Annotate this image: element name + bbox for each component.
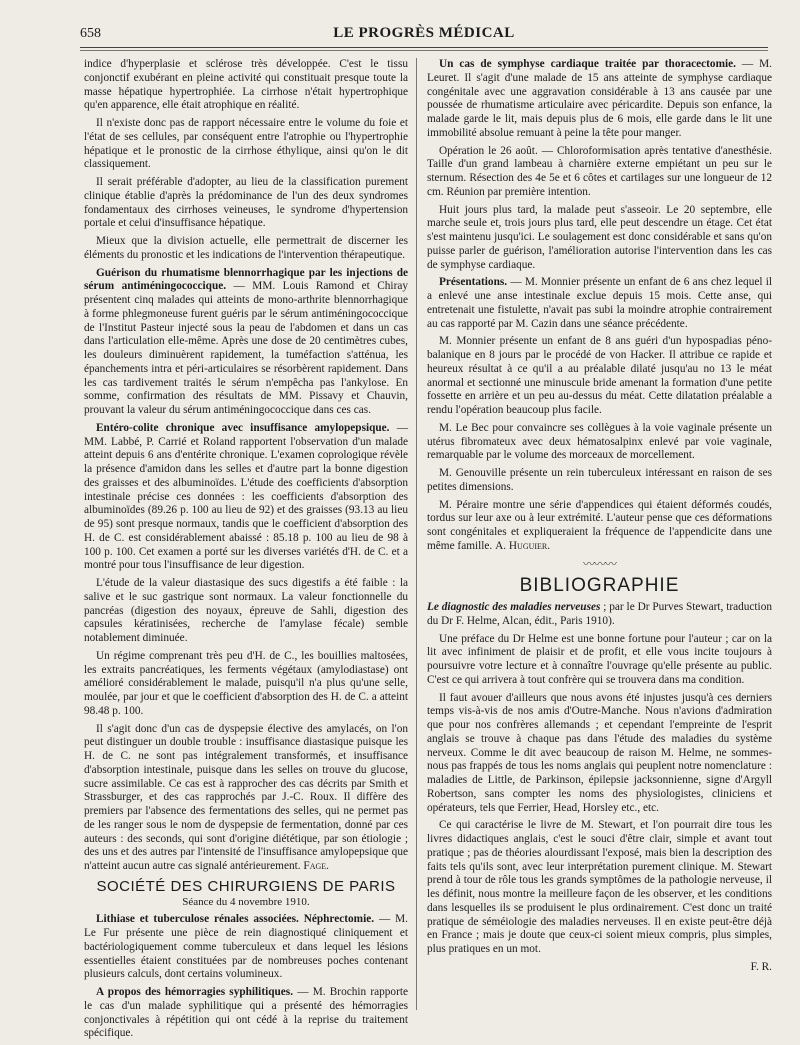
page-header <box>80 24 768 46</box>
paragraph: M. Genouville présente un rein tuberculeux intéressant en raison de ses petites dimensions. <box>427 467 772 493</box>
review-signature: F. R. <box>750 960 772 973</box>
paragraph: M. Le Bec pour convaincre ses collègues à la voie vaginale présente un utérus fibromateux avec deux hématosalpinx enlevé par voie vaginale, remarquable par le volume des morceaux de morcellement. <box>427 421 772 462</box>
paragraph <box>84 986 408 1041</box>
paragraph-heading: Entéro-colite chronique avec insuffisance amylopepsique. <box>96 421 390 434</box>
paragraph-body: — MM. Labbé, P. Carrié et Roland rapportent l'observation d'un malade atteint depuis 6 ans d'entérite chronique. L'examen coprologique révèle la présence d'amidon dans les selles et d'autre part la bonne digestion des graisses et des albuminoïdes. L'étude des coefficients d'absorption intestinale précise ces données : les coefficients d'absorption des albuminoïdes (89.26 p. 100 au lieu de 92) et des graisses (93.13 au lieu de 95) sont presque normaux, tandis que le coefficient d'absorption des H. de C. est considérablement abaissé : 85.18 p. 100 au lieu de 98 à 100 p. 100. Cet examen a porté sur les diverses variétés d'H. de C. et a montré pour tous l'insuffisance de leur digestion. <box>84 421 409 572</box>
paragraph <box>84 267 408 418</box>
paragraph-body: — MM. Louis Ramond et Chiray présentent cinq malades qui atteints de mono-arthrite blennorrhagique à forme phlegmoneuse furent guéris par le sérum antiméningococcique de l'Institut Pasteur injecté sous la peau de l'abdomen et dans un cas dans l'articulation elle-même. Après une dose de 20 centimètres cubes, les douleurs diminuèrent rapidement, la tuméfaction s'atténua, les épanchements intra et péri-articulaires se résorbèrent rapidement. Dans les cas tardivement traités le sérum n'empêcha pas l'ankylose. En somme, confirmation des résultats de MM. Pissavy et Chauvin, prouvant la valeur du sérum antiméningococcique dans ces cas. <box>84 280 408 416</box>
paragraph-heading: A propos des hémorragies syphilitiques. <box>96 986 294 998</box>
paragraph <box>427 499 772 554</box>
header-rule <box>80 47 768 48</box>
paragraph <box>427 276 772 331</box>
paragraph: indice d'hyperplasie et sclérose très développée. C'est le tissu conjonctif exubérant en pleine activité qui constituait presque toute la masse hépatique hypertrophiée. La cirrhose n'était hypertrophique qu'en apparence, elle était atrophique en réalité. <box>84 58 408 112</box>
ornament-divider: 〰〰〰 <box>582 556 616 571</box>
paragraph-body: — M. Le Fur présente une pièce de rein diagnostiqué cliniquement et bactériologiquement comme tuberculeux et dans lequel les lésions essentielles étaient constituées par de nombreuses poches contenant plusieurs calculs, dont certains volumineux. <box>84 913 408 981</box>
paragraph-body: Il s'agit donc d'un cas de dyspepsie élective des amylacés, on l'on peut distinguer un double trouble : insuffisance diastasique puisque les H. de C. ne sont pas intégralement transformés, et insuffisance d'absorption intestinale, puisque dans les selles on trouve du glucose, sucre assimilable. Ce cas est à rapprocher des cas décrits par Smith et Strassburger, et des cas rapprochés par J.-C. Roux. Il diffère des premiers par l'absence des fermentations des selles, qui ne permet pas de les ranger sous le nom de dyspepsie de fermentation, donné par ces auteurs : des seconds, qui sont d'origine diététique, par son étiologie ; des uns et des autres par l'intensité de l'insuffisance amylopepsique que n'atteint aucun autre cas signalé antérieurement. <box>84 722 408 872</box>
paragraph: Huit jours plus tard, la malade peut s'asseoir. Le 20 septembre, elle marche seule et, trois jours plus tard, elle peut descendre un étage. Cet état s'est maintenu jusqu'ici. Le soulagement est donc considérable et sans qu'on puisse parler de guérison, l'amélioration autorise l'intervention dans les cas de symphyse cardiaque. <box>427 203 772 271</box>
paragraph: Un régime comprenant très peu d'H. de C., les bouillies maltosées, les extraits pancréatiques, les ferments végétaux (amylodiastase) ont amélioré considérablement le malade, puisqu'il n'a plus qu'une selle, moulée, par jour et que le coefficient d'absorption des H. de C. a atteint 98.48 p. 100. <box>84 649 408 717</box>
session-date: Séance du 4 novembre 1910. <box>182 895 310 908</box>
bibliography-title: BIBLIOGRAPHIE <box>519 575 680 597</box>
book-reference <box>427 601 772 629</box>
header-rule-double <box>80 50 768 51</box>
paragraph: M. Monnier présente un enfant de 8 ans guéri d'un hypospadias péno-balanique en 8 jours par le procédé de von Hacker. Il attribue ce rapide et heureux résultat à ce qu'il a au préalable dilaté jusqu'au no 13 le méat anormal et sectionné une minuscule bride amenant la formation d'une petite fossette en arrière et un peu au-dessus du méat. Cette dilatation préalable a rendu l'opération beaucoup plus facile. <box>427 335 772 416</box>
right-column <box>427 58 772 979</box>
paragraph: Il faut avouer d'ailleurs que nous avons été injustes jusqu'à ces derniers temps vis-à-vis de nos amis d'Outre-Manche. Nous n'avions d'admiration que pour nos confrères allemands ; et cependant l'empreinte de l'esprit anglais se trouve à chaque pas dans l'étude des maladies du système nerveux. Comme le dit avec beaucoup de raison M. Helme, ne sommes-nous pas frappés de tous les noms anglais qui peuplent notre nomenclature : maladies de Little, de Parkinson, épilepsie jacksonnienne, signe d'Argyll Robertson, sans compter les noms des physiologistes, cliniciens et opérateurs, tels que Ferrier, Head, Horsley etc., etc. <box>427 691 772 814</box>
paragraph-body: — M. Monnier présente un enfant de 6 ans chez lequel il a enlevé une anse intestinale exclue depuis 15 mois. Cette anse, qui entretenait une fistulette, n'avait pas subi la moindre atrophie contrairement au cas rapporté par M. Cazin dans une séance précédente. <box>427 276 772 330</box>
paragraph <box>84 913 408 982</box>
paragraph-heading: Guérison du rhumatisme blennorrhagique par les injections de sérum antiméningococcique. <box>84 266 408 293</box>
paragraph: Mieux que la division actuelle, elle permettrait de discerner les éléments du pronostic et les indications de l'intervention thérapeutique. <box>84 235 408 261</box>
book-title: Le diagnostic des maladies nerveuses <box>427 601 601 613</box>
society-title: SOCIÉTÉ DES CHIRURGIENS DE PARIS <box>96 877 396 895</box>
author-signature: Fage. <box>303 860 329 872</box>
paragraph: Il serait préférable d'adopter, au lieu de la classification purement clinique établie d'après la prédominance de l'un des deux syndromes fondamentaux des cirrhoses veineuses, le syndrome d'hypertension portale et celui d'insuffisance hépatique. <box>84 176 408 230</box>
book-meta: ; par le Dr Purves Stewart, traduction du Dr F. Helme, Alcan, édit., Paris 1910). <box>427 601 772 627</box>
paragraph <box>427 58 772 141</box>
paragraph: Opération le 26 août. — Chloroformisation après tentative d'anesthésie. Taille d'un grand lambeau à charnière externe empiétant un peu sur le sternum. Résection des 4e 5e et 6 côtes et cartilages sur une longueur de 12 cm. Réunion par première intention. <box>427 144 772 198</box>
paragraph-heading: Un cas de symphyse cardiaque traitée par thoracectomie. <box>439 58 736 70</box>
column-divider <box>416 58 417 1010</box>
paragraph-heading: Lithiase et tuberculose rénales associées. Néphrectomie. <box>96 913 375 926</box>
paragraph: Il n'existe donc pas de rapport nécessaire entre le volume du foie et l'état de ses cellules, par conséquent entre l'atrophie ou l'hypertrophie hépatique et le pronostic de la cirrhose éthylique, ainsi qu'on le dit classiquement. <box>84 117 408 171</box>
paragraph: L'étude de la valeur diastasique des sucs digestifs a été faible : la salive et le suc gastrique sont normaux. La valeur fonctionnelle du pancréas (digestion des noyaux, épreuve de Sahli, digestion des capsules kératinisées, recherche de l'amylase fécale) semble notablement diminuée. <box>84 577 408 644</box>
page-number: 658 <box>80 26 101 41</box>
running-title: LE PROGRÈS MÉDICAL <box>333 25 515 41</box>
left-column <box>84 58 408 1045</box>
paragraph <box>84 422 408 573</box>
paragraph-body: — M. Leuret. Il s'agit d'une malade de 15 ans atteinte de symphyse cardiaque congénitale avec une aggravation considérable à 13 ans causée par une poussée de rhumatisme articulaire avec péricardite. Depuis son enfance, la malade garde le lit, mais depuis plus de 6 mois, elle garde dans le lit une immobilité absolue remuant à peine la tête pour manger. <box>427 58 772 139</box>
author-signature: A. Huguier. <box>495 539 551 552</box>
paragraph-body: M. Péraire montre une série d'appendices qui étaient déformés coudés, tordus sur leur axe ou à leur extrémité. L'auteur pense que ces déformations sont congénitales et expliqueraient la fréquence de l'appendicite dans une même famille. <box>427 498 772 552</box>
paragraph: Une préface du Dr Helme est une bonne fortune pour l'auteur ; car on la lit avec infiniment de plaisir et de profit, et elle vous incite toujours à poursuivre votre lecture et à connaître l'ouvrage qu'elle présente au public. C'est ce qui arrivera à tout confrère qui se trouvera dans ma condition. <box>427 632 772 686</box>
paragraph-body: — M. Brochin rapporte le cas d'un malade syphilitique qui a présenté des hémorragies conjonctivales à répétition qui ont cédé à la reprise du traitement spécifique. <box>84 986 408 1040</box>
paragraph: Ce qui caractérise le livre de M. Stewart, et l'on pourrait dire tous les livres didactiques anglais, c'est le souci d'être clair, simple et avant tout pratique ; pas de théories alourdissant l'exposé, mais bien la description des faits tels qu'ils sont, avec leur interprétation purement clinique. M. Stewart prend à tour de rôle tous les grands symptômes de la pathologie nerveuse, il les définit, nous montre la meilleure façon de les observer, et les conditions dans lesquelles ils se produisent le plus ordinairement. C'est donc un traité pratique de séméiologie des maladies nerveuses. Il en existe peut-être déjà en France ; mais je doute que ceux-ci soient mieux compris, plus simples, plus pratiques en un mot. <box>427 819 772 955</box>
paragraph-heading: Présentations. <box>439 276 508 289</box>
paragraph <box>84 723 408 874</box>
